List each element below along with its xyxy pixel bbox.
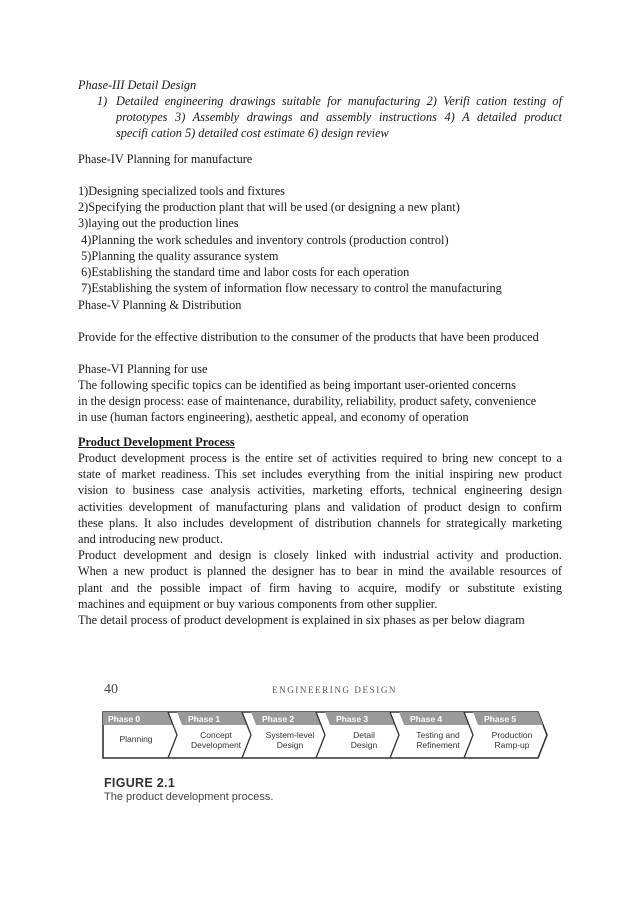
phase5-text: Provide for the effective distribution to the consumer of the products that have been produced [78,330,539,344]
phase4-list [78,183,562,296]
phase3-list [97,93,562,142]
pdp-line: these plans. It also includes development of distribution channels for strategically marketing [78,515,562,530]
phase-label: Phase 3 [336,714,369,724]
phase6-body [78,377,562,426]
phase-description: Detail [353,730,375,740]
phase3-line: Detailed engineering drawings suitable for manufacturing 2) Verifi cation testing of [116,94,562,108]
phase-description: Refinement [416,740,460,750]
pdp-line: and introducing new product. [78,532,223,547]
pdp-line: machines and equipment or buy various components from other supplier. [78,596,438,611]
pdp-detail: The detail process of product development is explained in six phases as per below diagram [78,613,525,627]
phase-description: Concept [200,730,232,740]
phase4-item: 7)Establishing the system of information flow necessary to control the manufacturing [78,281,502,296]
phase4-item: 4)Planning the work schedules and inventory controls (production control) [78,232,449,247]
phase-description: Testing and [416,730,460,740]
pdp-body [78,450,562,612]
phase4-item: 5)Planning the quality assurance system [78,248,279,263]
phase3-line: specifi cation 5) detailed cost estimate 6) design review [116,126,389,141]
pdp-line: plant and the possible impact of firm having to acquire, modify or substitute existing [78,580,562,595]
phase-description: Design [350,740,378,750]
pdp-line: When a new product is planned the designer has to bear in mind the available resources of [78,564,562,579]
pdp-line: state of market readiness. This set includes everything from the initial inspiring new product [78,467,562,482]
figure-product-development [100,680,560,810]
figure-caption: The product development process. [104,791,274,803]
phase-description: Design [276,740,304,750]
pdp-line: Product development process is the entire set of activities required to bring new concept to a [78,451,562,465]
phase6-line: in use (human factors engineering), aesthetic appeal, and economy of operation [78,410,469,425]
phase-chevron-diagram [100,710,550,762]
phase-label: Phase 0 [108,714,141,724]
phase4-item: 3)laying out the production lines [78,216,239,231]
pdp-heading: Product Development Process [78,435,235,449]
pdp-line: Product development and design is closely linked with industrial activity and production. [78,548,562,563]
pdp-line: vision to business case analysis activities, marketing efforts, technical engineering design [78,483,562,498]
phase4-item: 1)Designing specialized tools and fixtures [78,184,285,198]
phase6-title: Phase-VI Planning for use [78,362,208,376]
phase3-line: prototypes 3) Assembly drawings and assembly instructions 4) A detailed product [116,110,562,125]
phase6-line: in the design process: ease of maintenance, durability, reliability, product safety, convenience [78,394,537,409]
phase-label: Phase 4 [410,714,443,724]
phase-description: Ramp-up [494,740,530,750]
pdp-line: activities development of manufacturing plans and validation of product design to confirm [78,499,562,514]
phase3-item-text [97,93,562,142]
figure-page-number: 40 [104,682,118,697]
phase6-line: The following specific topics can be identified as being important user-oriented concerns [78,378,516,392]
phase3-item-number: 1) [97,94,108,108]
phase-label: Phase 1 [188,714,221,724]
phase-description: Development [190,740,242,750]
phase5-title: Phase-V Planning & Distribution [78,298,242,312]
phase-description: Planning [119,734,153,744]
phase-description: System-level [265,730,315,740]
phase4-title: Phase-IV Planning for manufacture [78,152,253,166]
phase4-item: 6)Establishing the standard time and labor costs for each operation [78,265,410,280]
figure-running-head: ENGINEERING DESIGN [272,685,398,695]
phase-label: Phase 5 [484,714,517,724]
phase-description: Production [491,730,533,740]
figure-label: FIGURE 2.1 [104,776,176,790]
phase3-title: Phase-III Detail Design [78,78,197,92]
phase-label: Phase 2 [262,714,295,724]
phase4-item: 2)Specifying the production plant that will be used (or designing a new plant) [78,200,460,215]
